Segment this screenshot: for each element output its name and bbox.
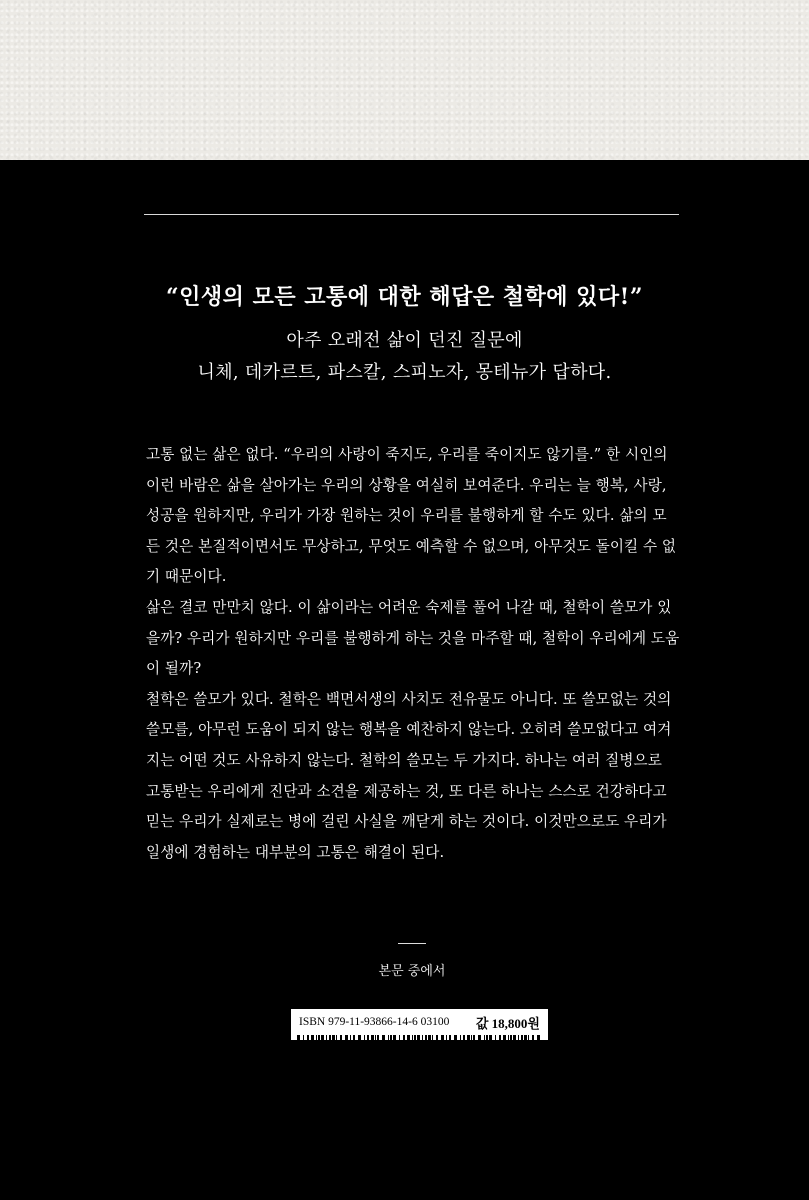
barcode [291,1035,548,1040]
excerpt-paragraph: 고통 없는 삶은 없다. “우리의 사랑이 죽지도, 우리를 죽이지도 않기를.” 한 시인의 이런 바람은 삶을 살아가는 우리의 상황을 여실히 보여준다. 우리는 늘 행복, 사랑, 성공을 원하지만, 우리가 가장 원하는 것이 우리를 불행하게 할 수도 있다. 삶의 모든 것은 본질적이면서도 무상하고, 무엇도 예측할 수 없으며, 아무것도 돌이킬 수 없기 때문이다. [146,446,677,586]
price: 값 18,800원 [475,1015,540,1031]
signature-dash [398,943,426,944]
headline-quote: “인생의 모든 고통에 대한 해답은 철학에 있다!” [166,284,643,310]
source-note: 본문 중에서 [378,964,446,979]
top-divider [144,214,679,215]
excerpt-paragraph: 삶은 결코 만만치 않다. 이 삶이라는 어려운 숙제를 풀어 나갈 때, 철학이 쓸모가 있을까? 우리가 원하지만 우리를 불행하게 하는 것을 마주할 때, 철학이 우리에게 도움이 될까? [146,598,680,678]
barcode-bars [291,1035,548,1200]
isbn-price-label [291,1009,548,1035]
paper-texture-band [0,0,809,160]
subtitle-line-1: 아주 오래전 삶이 던진 질문에 [286,330,523,351]
excerpt-body [146,440,680,868]
isbn-number: ISBN 979-11-93866-14-6 03100 [299,1016,450,1028]
subtitle-line-2: 니체, 데카르트, 파스칼, 스피노자, 몽테뉴가 답하다. [197,362,612,383]
excerpt-paragraph: 철학은 쓸모가 있다. 철학은 백면서생의 사치도 전유물도 아니다. 또 쓸모없는 것의 쓸모를, 아무런 도움이 되지 않는 행복을 예찬하지 않는다. 오히려 쓸모없다고 여겨지는 어떤 것도 사유하지 않는다. 철학의 쓸모는 두 가지다. 하나는 여러 질병으로 고통받는 우리에게 진단과 소견을 제공하는 것, 또 다른 하나는 스스로 건강하다고 믿는 우리가 실제로는 병에 걸린 사실을 깨닫게 하는 것이다. 이것만으로도 우리가 일생에 경험하는 대부분의 고통은 해결이 된다. [146,690,672,861]
